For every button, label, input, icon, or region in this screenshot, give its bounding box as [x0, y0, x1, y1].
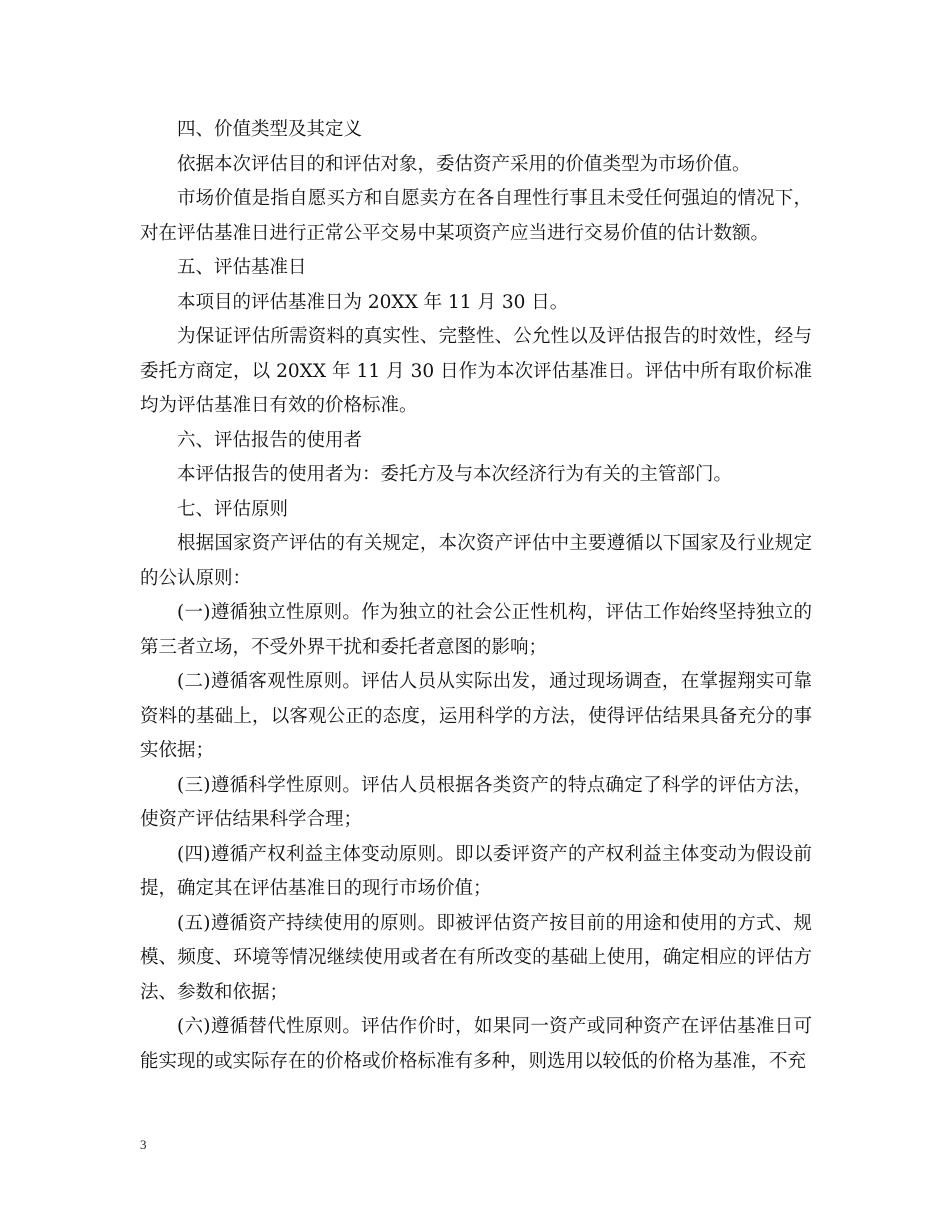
section-heading-principles: 七、评估原则: [177, 498, 289, 520]
paragraph-principle-2: (二)遵循客观性原则。评估人员从实际出发，通过现场调查，在掌握翔实可靠资料的基础上，以客观公正的态度，运用科学的方法，使得评估结果具备充分的事实依据；: [140, 671, 812, 761]
paragraph-report-users: 本评估报告的使用者为：委托方及与本次经济行为有关的主管部门。: [177, 464, 733, 485]
section-heading-base-date: 五、评估基准日: [177, 257, 307, 278]
paragraph-principle-1: (一)遵循独立性原则。作为独立的社会公正性机构，评估工作始终坚持独立的第三者立场，不受外界干扰和委托者意图的影响；: [140, 602, 812, 658]
paragraph-principle-4: (四)遵循产权利益主体变动原则。即以委评资产的产权利益主体变动为假设前提，确定其在评估基准日的现行市场价值；: [140, 843, 812, 899]
page-number: 3: [140, 1137, 147, 1152]
paragraph-base-date: 本项目的评估基准日为 20XX 年 11 月 30 日。: [177, 291, 569, 313]
paragraph-value-type: 依据本次评估目的和评估对象，委估资产采用的价值类型为市场价值。: [177, 153, 751, 175]
paragraph-principle-5: (五)遵循资产持续使用的原则。即被评估资产按目前的用途和使用的方式、规模、频度、环境等情况继续使用或者在有所改变的基础上使用，确定相应的评估方法、参数和依据；: [140, 912, 812, 1003]
section-heading-report-users: 六、评估报告的使用者: [177, 429, 363, 451]
paragraph-principle-6: (六)遵循替代性原则。评估作价时，如果同一资产或同种资产在评估基准日可能实现的或实际存在的价格或价格标准有多种，则选用以较低的价格为基准，不充: [140, 1016, 812, 1072]
document-body: [140, 113, 812, 1079]
paragraph-market-value-definition: 市场价值是指自愿买方和自愿卖方在各自理性行事且未受任何强迫的情况下，对在评估基准日进行正常公平交易中某项资产应当进行交易价值的估计数额。: [140, 188, 812, 244]
section-heading-value-type: 四、价值类型及其定义: [177, 119, 363, 140]
paragraph-principle-3: (三)遵循科学性原则。评估人员根据各类资产的特点确定了科学的评估方法，使资产评估结果科学合理；: [140, 774, 812, 830]
paragraph-principles-intro: 根据国家资产评估的有关规定，本次资产评估中主要遵循以下国家及行业规定的公认原则：: [140, 533, 812, 589]
paragraph-base-date-reason: 为保证评估所需资料的真实性、完整性、公允性以及评估报告的时效性，经与委托方商定，以 20XX 年 11 月 30 日作为本次评估基准日。评估中所有取价标准均为评估基准日有效的价格标准。: [140, 326, 812, 416]
